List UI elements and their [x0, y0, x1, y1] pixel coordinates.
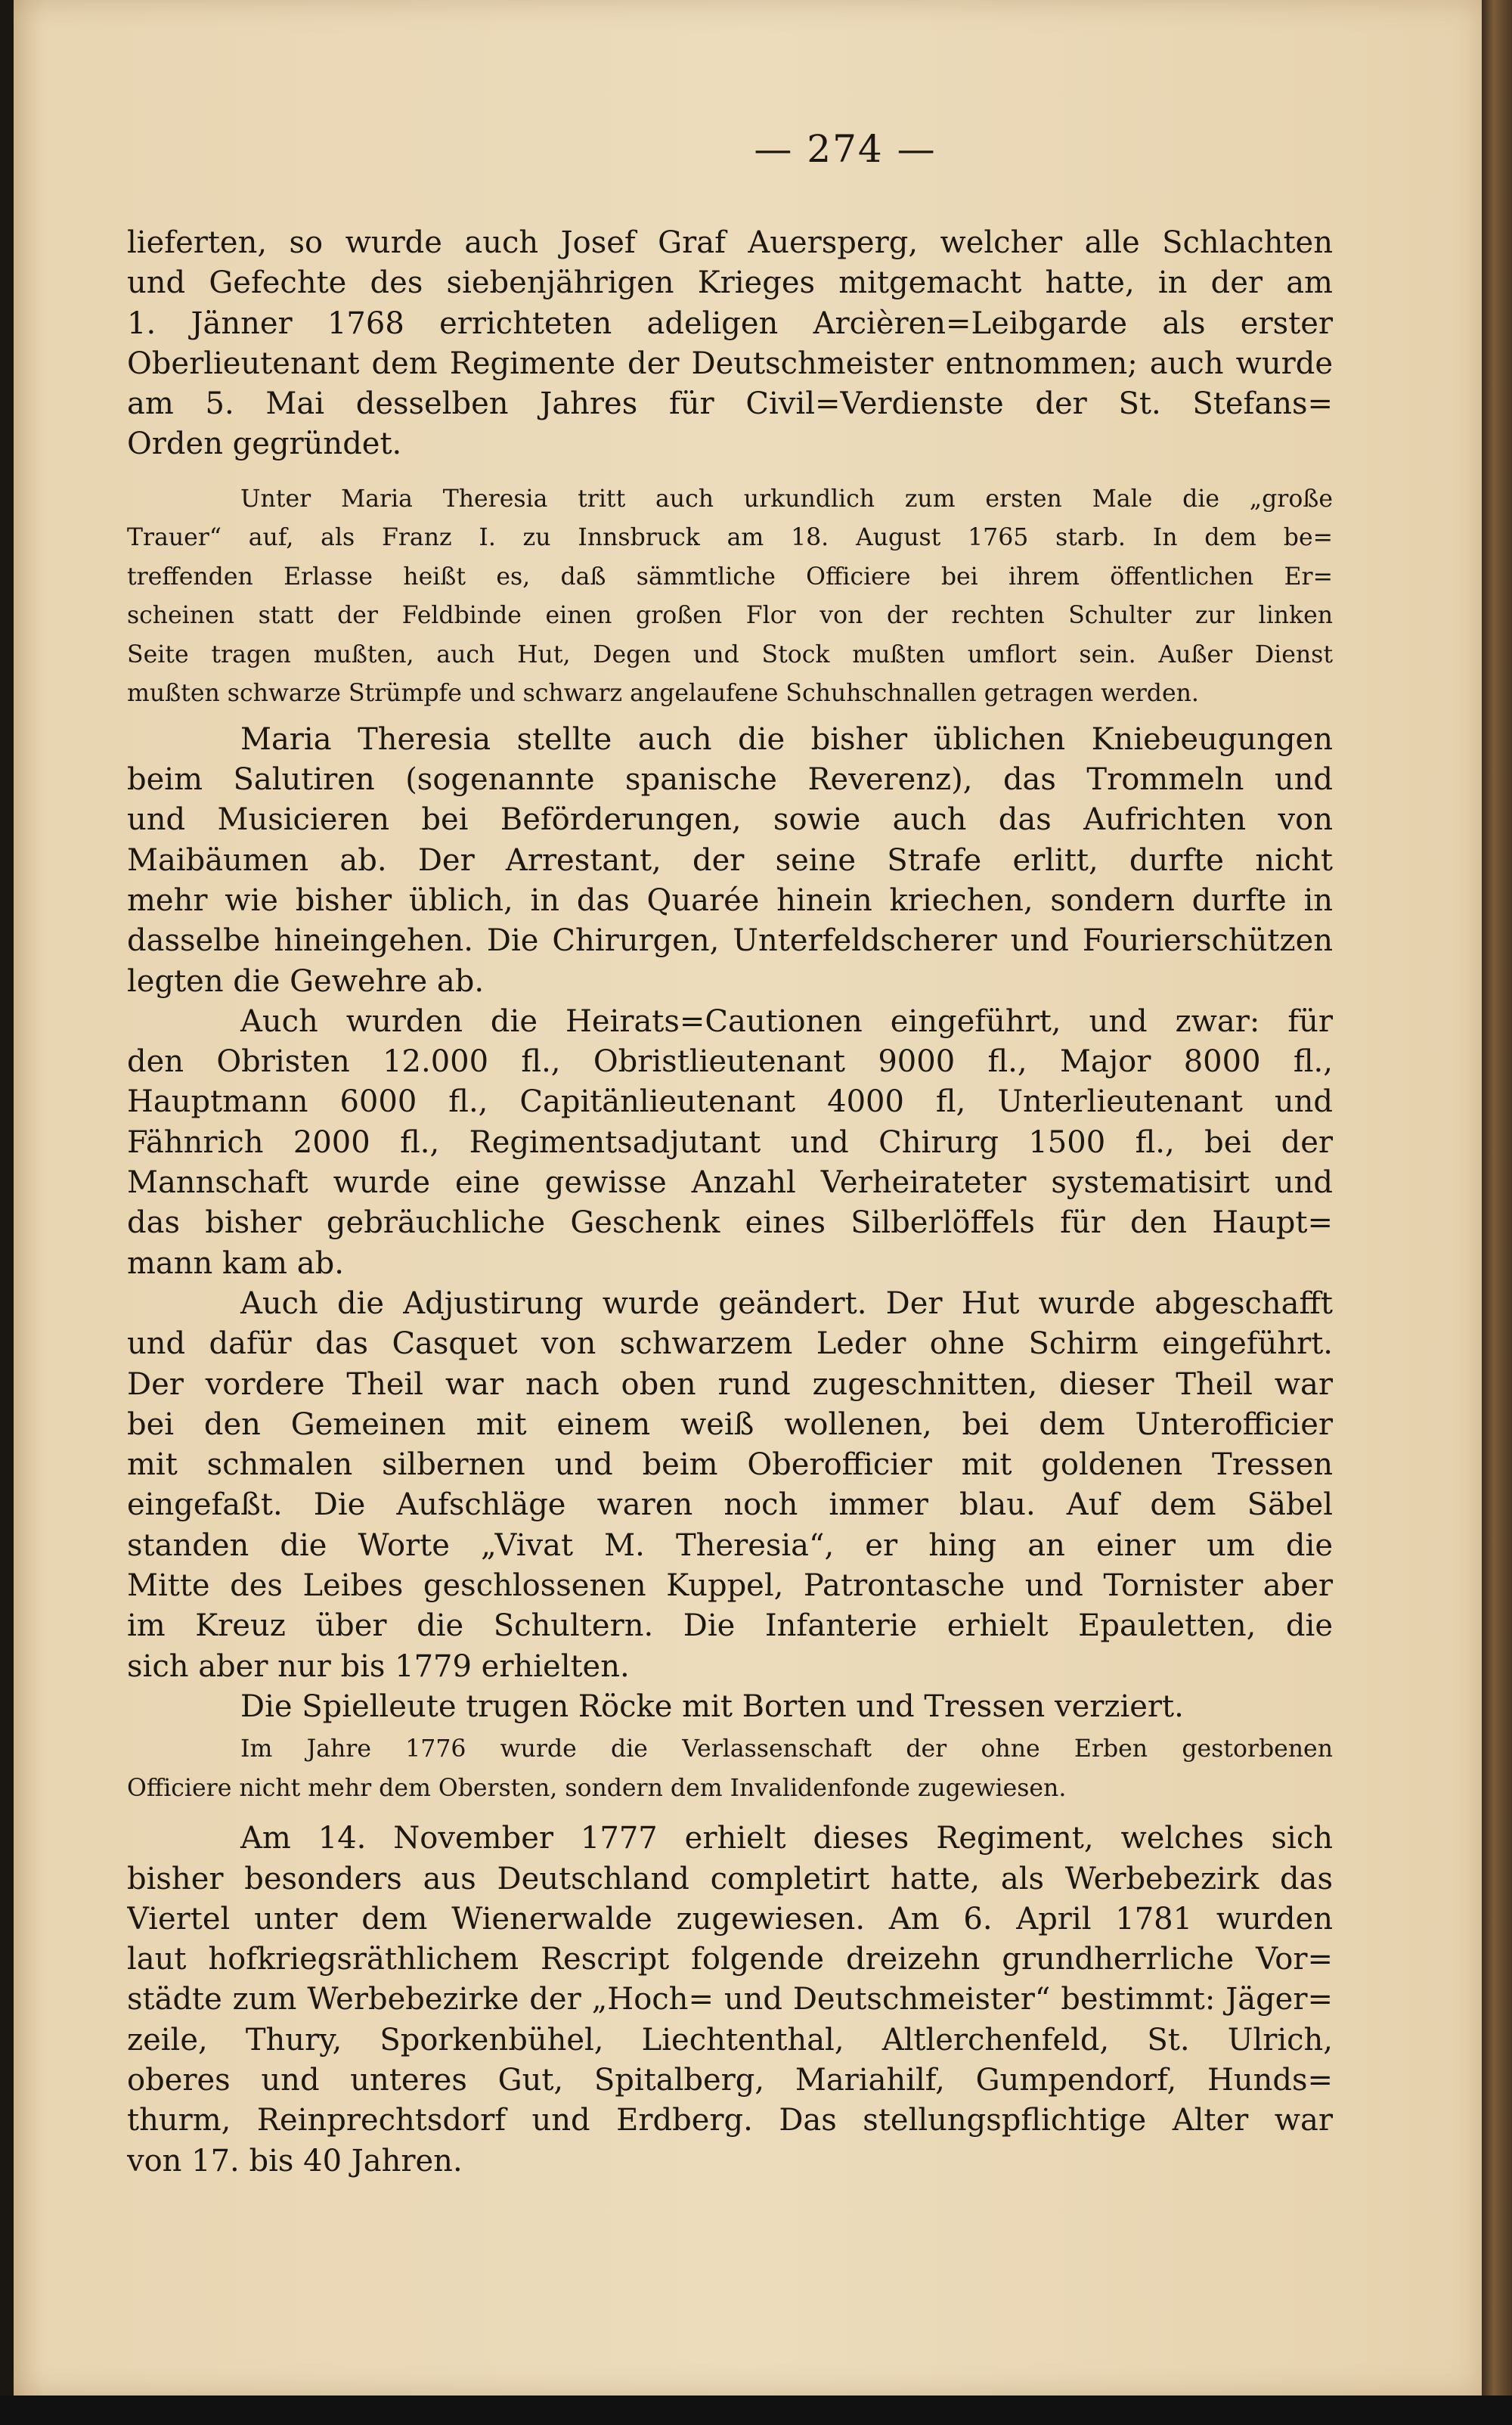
text-line: Im Jahre 1776 wurde die Verlassenschaft der ohne Erben gestorbenen — [240, 1735, 1333, 1763]
text-line: Mitte des Leibes geschlossenen Kuppel, Patrontasche und Tornister aber — [127, 1568, 1333, 1604]
text-line: lieferten, so wurde auch Josef Graf Auersperg, welcher alle Schlachten — [127, 225, 1333, 260]
text-line: Fähnrich 2000 fl., Regimentsadjutant und Chirurg 1500 fl., bei der — [127, 1124, 1333, 1160]
text-line: Unter Maria Theresia tritt auch urkundlich zum ersten Male die „große — [240, 485, 1333, 513]
text-line: Orden gegründet. — [127, 426, 402, 462]
text-line: Viertel unter dem Wienerwalde zugewiesen. Am 6. April 1781 wurden — [127, 1901, 1333, 1937]
text-line: am 5. Mai desselben Jahres für Civil=Verdienste der St. Stefans= — [127, 386, 1333, 422]
small-print-paragraph — [127, 480, 1333, 714]
text-line: beim Salutiren (sogenannte spanische Reverenz), das Trommeln und — [127, 762, 1333, 798]
text-line: den Obristen 12.000 fl., Obristlieutenant 9000 fl., Major 8000 fl., — [127, 1044, 1333, 1080]
paragraph — [127, 1002, 1333, 1284]
text-line: Maibäumen ab. Der Arrestant, der seine Strafe erlitt, durfte nicht — [127, 842, 1333, 878]
paragraph — [127, 1284, 1333, 1687]
text-line: Officiere nicht mehr dem Obersten, sondern dem Invalidenfonde zugewiesen. — [127, 1774, 1067, 1802]
text-line: Seite tragen mußten, auch Hut, Degen und Stock mußten umflort sein. Außer Dienst — [127, 640, 1333, 668]
text-line: sich aber nur bis 1779 erhielten. — [127, 1648, 630, 1684]
text-line: Der vordere Theil war nach oben rund zugeschnitten, dieser Theil war — [127, 1366, 1333, 1402]
body-text — [127, 223, 1333, 2182]
text-line: scheinen statt der Feldbinde einen großen Flor von der rechten Schulter zur linken — [127, 602, 1333, 630]
text-line: mußten schwarze Strümpfe und schwarz angelaufene Schuhschnallen getragen werden. — [127, 680, 1199, 708]
small-print-paragraph — [127, 1730, 1333, 1808]
text-line: und dafür das Casquet von schwarzem Leder ohne Schirm eingeführt. — [127, 1326, 1333, 1362]
paragraph — [127, 223, 1333, 465]
paragraph — [127, 1819, 1333, 2182]
text-line: im Kreuz über die Schultern. Die Infanterie erhielt Epauletten, die — [127, 1608, 1333, 1644]
text-line: bei den Gemeinen mit einem weiß wollenen, bei dem Unterofficier — [127, 1406, 1333, 1442]
text-line: mann kam ab. — [127, 1245, 344, 1281]
text-line: laut hofkriegsräthlichem Rescript folgende dreizehn grundherrliche Vor= — [127, 1942, 1333, 1977]
text-line: standen die Worte „Vivat M. Theresia“, er hing an einer um die — [127, 1527, 1333, 1563]
text-line: 1. Jänner 1768 errichteten adeligen Arcièren=Leibgarde als erster — [127, 305, 1333, 341]
text-line: Maria Theresia stellte auch die bisher üblichen Kniebeugungen — [240, 721, 1333, 757]
text-line: Oberlieutenant dem Regimente der Deutschmeister entnommen; auch wurde — [127, 346, 1333, 381]
text-line: von 17. bis 40 Jahren. — [127, 2143, 463, 2178]
scan-bottom-edge — [0, 2396, 1512, 2425]
text-line: Die Spielleute trugen Röcke mit Borten und Tressen verziert. — [240, 1689, 1184, 1724]
text-line: Auch die Adjustirung wurde geändert. Der Hut wurde abgeschafft — [240, 1285, 1333, 1321]
book-spine — [1482, 0, 1512, 2425]
page-number: — 274 — — [754, 127, 937, 171]
text-line: eingefaßt. Die Aufschläge waren noch immer blau. Auf dem Säbel — [127, 1487, 1333, 1523]
text-line: Am 14. November 1777 erhielt dieses Regiment, welches sich — [240, 1821, 1333, 1856]
text-line: bisher besonders aus Deutschland completirt hatte, als Werbebezirk das — [127, 1861, 1333, 1896]
text-line: dasselbe hineingehen. Die Chirurgen, Unterfeldscherer und Fourierschützen — [127, 923, 1333, 959]
text-line: Hauptmann 6000 fl., Capitänlieutenant 4000 fl, Unterlieutenant und — [127, 1084, 1333, 1120]
book-page — [14, 0, 1482, 2396]
text-line: Auch wurden die Heirats=Cautionen eingeführt, und zwar: für — [240, 1003, 1333, 1039]
text-line: legten die Gewehre ab. — [127, 963, 485, 999]
paragraph — [127, 1687, 1333, 1727]
text-line: mehr wie bisher üblich, in das Quarée hinein kriechen, sondern durfte in — [127, 882, 1333, 918]
text-line: thurm, Reinprechtsdorf und Erdberg. Das stellungspflichtige Alter war — [127, 2103, 1333, 2138]
text-line: das bisher gebräuchliche Geschenk eines Silberlöffels für den Haupt= — [127, 1205, 1333, 1241]
text-line: treffenden Erlasse heißt es, daß sämmtliche Officiere bei ihrem öffentlichen Er= — [127, 563, 1333, 591]
text-line: und Musicieren bei Beförderungen, sowie auch das Aufrichten von — [127, 802, 1333, 838]
text-line: mit schmalen silbernen und beim Oberofficier mit goldenen Tressen — [127, 1447, 1333, 1483]
text-line: Trauer“ auf, als Franz I. zu Innsbruck am 18. August 1765 starb. In dem be= — [127, 524, 1333, 552]
text-line: zeile, Thury, Sporkenbühel, Liechtenthal, Altlerchenfeld, St. Ulrich, — [127, 2022, 1333, 2058]
paragraph — [127, 720, 1333, 1002]
text-line: Mannschaft wurde eine gewisse Anzahl Verheirateter systematisirt und — [127, 1165, 1333, 1201]
text-line: oberes und unteres Gut, Spitalberg, Mariahilf, Gumpendorf, Hunds= — [127, 2062, 1333, 2098]
text-line: und Gefechte des siebenjährigen Krieges mitgemacht hatte, in der am — [127, 265, 1333, 301]
text-line: städte zum Werbebezirke der „Hoch= und Deutschmeister“ bestimmt: Jäger= — [127, 1982, 1333, 2017]
